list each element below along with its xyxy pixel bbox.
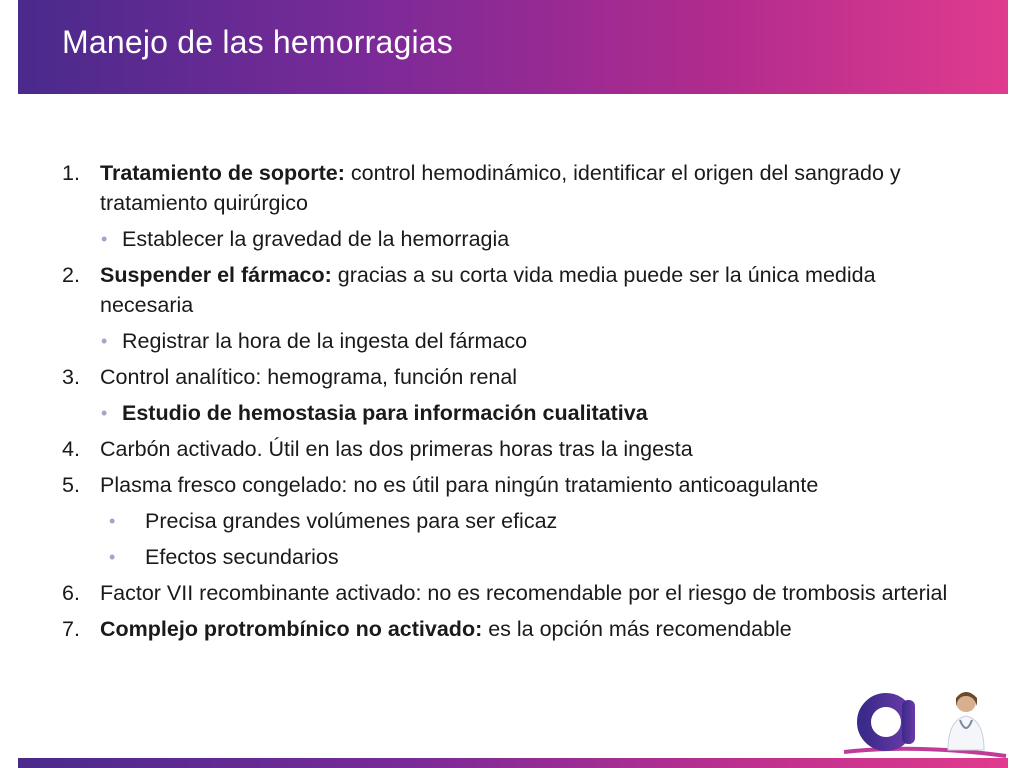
logo-letter-bowl — [864, 700, 908, 744]
item-number: 1. — [62, 161, 80, 185]
logo-icon — [836, 680, 1016, 760]
sub-item — [62, 326, 962, 356]
sub-item-text: Estudio de hemostasia para información cualitativa — [122, 401, 648, 425]
item-text: Control analítico: hemograma, función renal — [100, 365, 518, 389]
sub-item-text: Registrar la hora de la ingesta del fármaco — [122, 329, 528, 353]
list-item — [62, 260, 962, 320]
doctor-figure-icon — [948, 692, 984, 750]
item-number: 5. — [62, 473, 80, 497]
list-item — [62, 470, 962, 500]
bullet-icon: • — [109, 511, 116, 531]
bullet-icon: • — [101, 229, 108, 249]
sub-item — [62, 506, 962, 536]
item-text: es la opción más recomendable — [482, 617, 792, 641]
sub-item — [62, 542, 962, 572]
list-item — [62, 158, 962, 218]
item-number: 7. — [62, 617, 80, 641]
list-item — [62, 578, 962, 608]
list-item — [62, 434, 962, 464]
item-text: gracias a su corta vida media puede ser la única medida necesaria — [100, 263, 876, 317]
item-text: Plasma fresco congelado: no es útil para ningún tratamiento anticoagulante — [100, 473, 819, 497]
bullet-icon: • — [101, 403, 108, 423]
sub-item-text: Efectos secundarios — [145, 545, 339, 569]
item-number: 2. — [62, 263, 80, 287]
slide-title: Manejo de las hemorragias — [62, 24, 453, 60]
item-number: 4. — [62, 437, 80, 461]
sub-item — [62, 398, 962, 428]
slide-header — [18, 0, 1008, 94]
item-number: 3. — [62, 365, 80, 389]
item-heading: Complejo protrombínico no activado: — [100, 617, 483, 641]
list-item — [62, 362, 962, 392]
sub-item-text: Establecer la gravedad de la hemorragia — [122, 227, 510, 251]
item-number: 6. — [62, 581, 80, 605]
slide-content — [62, 158, 962, 650]
item-text: Carbón activado. Útil en las dos primeras horas tras la ingesta — [100, 437, 693, 461]
logo-letter-stem — [902, 700, 915, 744]
item-heading: Tratamiento de soporte: — [100, 161, 345, 185]
list-item — [62, 614, 962, 644]
sub-item-text: Precisa grandes volúmenes para ser eficaz — [145, 509, 558, 533]
item-text: control hemodinámico, identificar el origen del sangrado y tratamiento quirúrgico — [100, 161, 901, 215]
bullet-icon: • — [101, 331, 108, 351]
footer-bar — [18, 758, 1008, 768]
bullet-icon: • — [109, 547, 116, 567]
item-heading: Suspender el fármaco: — [100, 263, 332, 287]
item-text: Factor VII recombinante activado: no es recomendable por el riesgo de trombosis arterial — [100, 581, 948, 605]
sub-item — [62, 224, 962, 254]
